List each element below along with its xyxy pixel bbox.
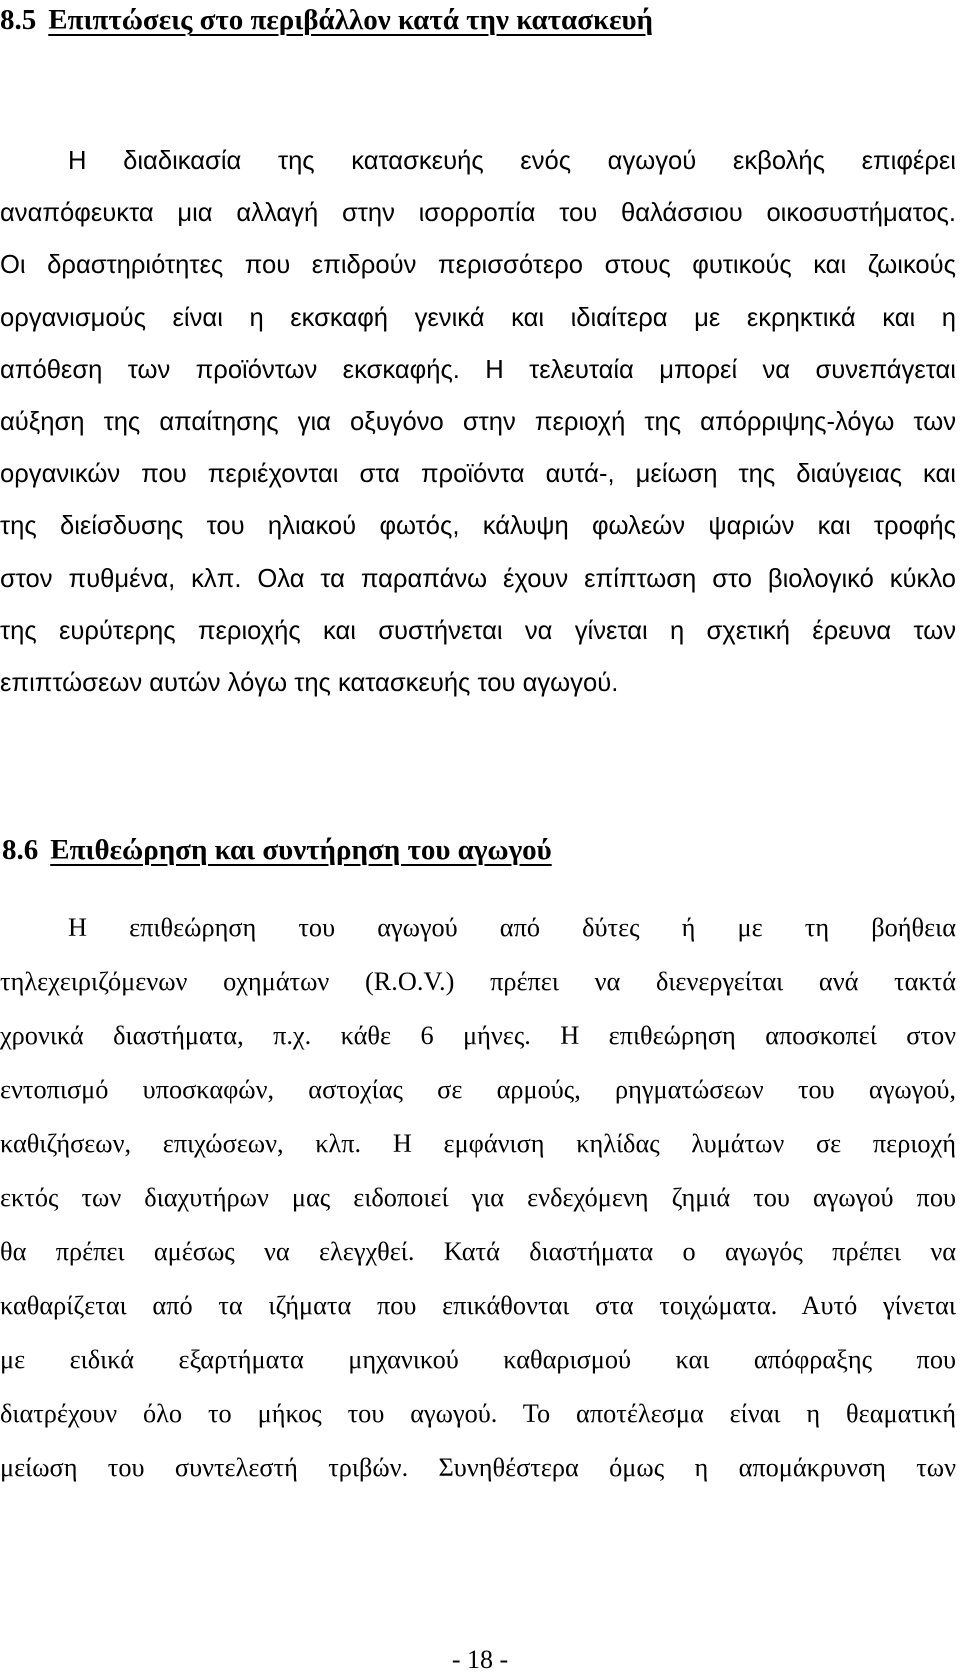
section-number: 8.6	[2, 834, 39, 866]
paragraph-line: επιπτώσεων αυτών λόγω της κατασκευής του αγωγού.	[0, 668, 619, 697]
page-number: - 18 -	[451, 1645, 509, 1674]
paragraph-line: της ευρύτερης περιοχής και συστήνεται να γίνεται η σχετική έρευνα των	[0, 616, 956, 645]
paragraph-line: τηλεχειριζόμενων οχημάτων (R.O.V.) πρέπει να διενεργείται ανά τακτά	[0, 967, 956, 996]
section-heading-8-5	[0, 6, 653, 35]
paragraph-line: εντοπισμό υποσκαφών, αστοχίας σε αρμούς, ρηγματώσεων του αγωγού,	[0, 1075, 956, 1104]
section-title: Επιθεώρηση και συντήρηση του αγωγού	[50, 834, 552, 866]
paragraph-line: Η επιθεώρηση του αγωγού από δύτες ή με τη βοήθεια	[68, 913, 956, 942]
paragraph-line: καθιζήσεων, επιχώσεων, κλπ. Η εμφάνιση κηλίδας λυμάτων σε περιοχή	[0, 1129, 956, 1158]
paragraph-line: Οι δραστηριότητες που επιδρούν περισσότερο στους φυτικούς και ζωικούς	[0, 251, 956, 280]
section-title: Επιπτώσεις στο περιβάλλον κατά την κατασκευή	[48, 4, 653, 36]
section-paragraph-8-6	[0, 901, 956, 1495]
section-number: 8.5	[0, 4, 37, 36]
paragraph-line: χρονικά διαστήματα, π.χ. κάθε 6 μήνες. Η επιθεώρηση αποσκοπεί στον	[0, 1021, 956, 1050]
paragraph-line: αναπόφευκτα μια αλλαγή στην ισορροπία του θαλάσσιου οικοσυστήματος.	[0, 199, 956, 228]
paragraph-line: μείωση του συντελεστή τριβών. Συνηθέστερα όμως η απομάκρυνση των	[0, 1453, 956, 1482]
paragraph-line: εκτός των διαχυτήρων μας ειδοποιεί για ενδεχόμενη ζημιά του αγωγού που	[0, 1183, 956, 1212]
paragraph-line: Η διαδικασία της κατασκευής ενός αγωγού εκβολής επιφέρει	[68, 147, 956, 175]
paragraph-line: με ειδικά εξαρτήματα μηχανικού καθαρισμού και απόφραξης που	[0, 1345, 956, 1374]
section-heading-8-6	[2, 836, 552, 865]
paragraph-line: καθαρίζεται από τα ιζήματα που επικάθονται στα τοιχώματα. Αυτό γίνεται	[0, 1291, 956, 1320]
paragraph-line: απόθεση των προϊόντων εκσκαφής. Η τελευταία μπορεί να συνεπάγεται	[0, 355, 956, 384]
paragraph-line: θα πρέπει αμέσως να ελεγχθεί. Κατά διαστήματα ο αγωγός πρέπει να	[0, 1237, 956, 1266]
paragraph-line: αύξηση της απαίτησης για οξυγόνο στην περιοχή της απόρριψης-λόγω των	[0, 407, 956, 436]
paragraph-line: οργανισμούς είναι η εκσκαφή γενικά και ιδιαίτερα με εκρηκτικά και η	[0, 303, 956, 332]
section-paragraph-8-5	[0, 135, 956, 709]
paragraph-line: οργανικών που περιέχονται στα προϊόντα αυτά-, μείωση της διαύγειας και	[0, 460, 956, 489]
paragraph-line: διατρέχουν όλο το μήκος του αγωγού. Το αποτέλεσμα είναι η θεαματική	[0, 1399, 956, 1428]
paragraph-line: στον πυθμένα, κλπ. Ολα τα παραπάνω έχουν επίπτωση στο βιολογικό κύκλο	[0, 564, 956, 593]
paragraph-line: της διείσδυσης του ηλιακού φωτός, κάλυψη φωλεών ψαριών και τροφής	[0, 512, 956, 541]
